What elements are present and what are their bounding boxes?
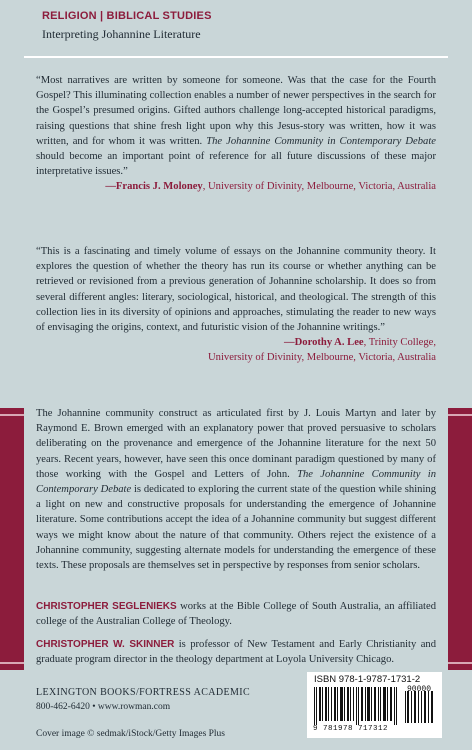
quote-attribution bbox=[36, 335, 436, 365]
description-text: is dedicated to exploring the current state of the question while shining a light on new and constructive proposals for understanding the emergence of Johannine literature. Some contributions accept the idea of a Johannine community but suggest different ways we might know about the nature of that community. Others reject the existence of a Johannine community, suggesting alternate models for understanding the emergence of these texts. These proposals are themselves set in perspective by responses from senior scholars. bbox=[36, 484, 436, 572]
quote-text: “This is a fascinating and timely volume of essays on the Johannine community theory. It explores the question of whether the theory has run its course or whether anything can be retrieved or revisioned from a previous generation of Johannine scholarship. It does so from several different angles: literary, sociological, historical, and theological. The strength of this collection lies in its diversity of opinions and approaches, stimulating the reader to new ways of envisaging the origins, context, and futuristic vision of the Johannine writings.” bbox=[36, 246, 436, 334]
barcode-box bbox=[307, 672, 442, 738]
quote-affiliation: University of Divinity, Melbourne, Victoria, Australia bbox=[208, 352, 436, 364]
description-text: The Johannine community construct as articulated first by J. Louis Martyn and later by Raymond E. Brown emerged with an explanatory power that proved persuasive to scholars deliberating on the provenance and emergence of the Johannine literature for the next 50 years. Recent years, however, have seen this once dominant paradigm questioned by many of those working with the Gospel and Letters of John. bbox=[36, 408, 436, 480]
bio-text: works at the Bible College of South Australia, an affiliated college of the Australian College of Theology. bbox=[36, 601, 436, 628]
author-bio-1 bbox=[36, 599, 436, 629]
quote-book-title: The Johannine Community in Contemporary Debate bbox=[206, 135, 436, 147]
endorsement-quote-1 bbox=[36, 73, 436, 195]
barcode-addon-number: 90000 bbox=[407, 685, 432, 694]
barcode-number: 9 781978 717312 bbox=[313, 725, 389, 733]
quote-affiliation: , University of Divinity, Melbourne, Victoria, Australia bbox=[202, 181, 436, 193]
publisher-name: LEXINGTON BOOKS/FORTRESS ACADEMIC bbox=[36, 687, 251, 698]
quote-text: should become an important point of reference for all future discussions of these major interpretative issues.” bbox=[36, 151, 436, 178]
quote-attribution bbox=[36, 179, 436, 194]
bio-text: is professor of New Testament and Early Christianity and graduate program director in the theology department at Loyola University Chicago. bbox=[36, 639, 436, 666]
endorsement-quote-2 bbox=[36, 244, 436, 366]
quote-affiliation: , Trinity College, bbox=[363, 337, 436, 349]
description-book-title: The Johannine Community in Contemporary Debate bbox=[36, 468, 436, 496]
quote-text: “Most narratives are written by someone for someone. Was that the case for the Fourth Gospel? This illuminating collection enables a number of newer perspectives in the search for the Gospel’s presumed origins. Gifted authors challenge long-accepted historical paradigms, raising questions that shine fresh light upon why this Jesus-story was written, how it was written, and for whom it was written. bbox=[36, 75, 436, 147]
quote-author: —Francis J. Moloney bbox=[105, 181, 203, 193]
cover-image-credit: Cover image © sedmak/iStock/Getty Images Plus bbox=[36, 729, 226, 739]
series-title: Interpreting Johannine Literature bbox=[42, 27, 201, 41]
isbn-label: ISBN 978-1-9787-1731-2 bbox=[314, 674, 421, 685]
back-cover-panel bbox=[24, 0, 448, 750]
publisher-contact: 800-462-6420 • www.rowman.com bbox=[36, 702, 171, 712]
header-divider bbox=[24, 56, 448, 58]
book-description bbox=[36, 406, 436, 573]
bio-name: CHRISTOPHER SEGLENIEKS bbox=[36, 601, 177, 612]
author-bio-2 bbox=[36, 637, 436, 667]
category-label: RELIGION | BIBLICAL STUDIES bbox=[42, 10, 212, 22]
bio-name: CHRISTOPHER W. SKINNER bbox=[36, 639, 175, 650]
quote-author: —Dorothy A. Lee bbox=[284, 337, 364, 349]
